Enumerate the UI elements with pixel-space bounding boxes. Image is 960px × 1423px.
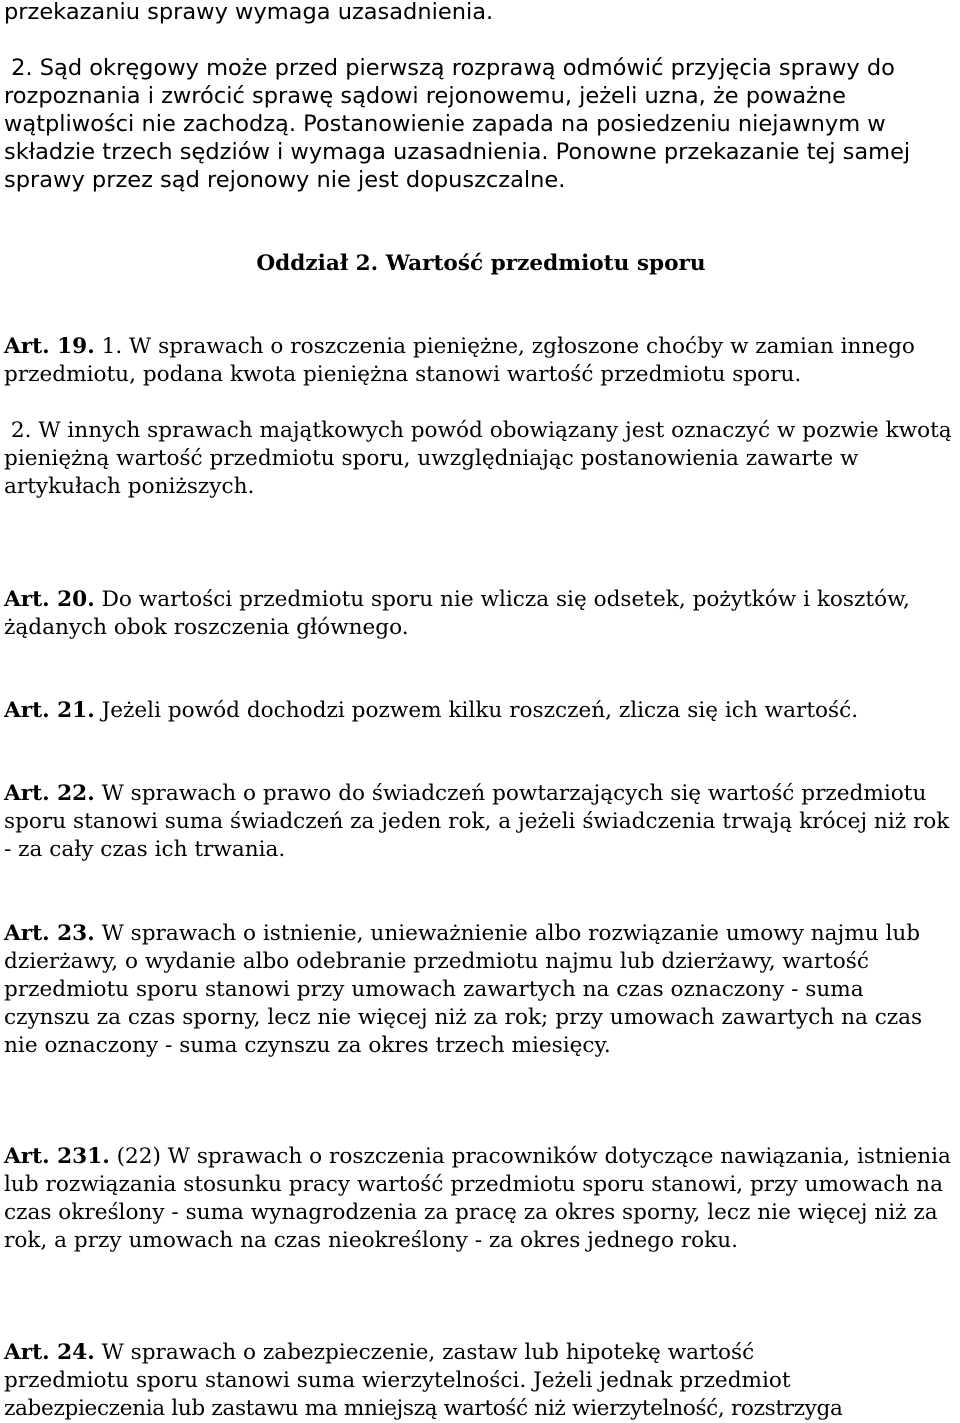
- article-20: [4, 586, 954, 642]
- article-21: [4, 697, 958, 725]
- article-21-label: Art. 21.: [4, 698, 95, 723]
- article-22-label: Art. 22.: [4, 781, 95, 806]
- section-heading: Oddział 2. Wartość przedmiotu sporu: [256, 251, 706, 276]
- article-22-paragraph: [4, 780, 957, 864]
- article-24-line-1: [4, 1339, 958, 1367]
- article-231-paragraph: [4, 1143, 958, 1255]
- article-23-label: Art. 23.: [4, 921, 95, 946]
- article-231: [4, 1143, 958, 1255]
- article-20-text: Do wartości przedmiotu sporu nie wlicza się odsetek, pożytków i kosztów, żądanych obok roszczenia głównego.: [4, 587, 917, 640]
- article-22: [4, 780, 957, 864]
- article-23-text: W sprawach o istnienie, unieważnienie albo rozwiązanie umowy najmu lub dzierżawy, o wydanie albo odebranie przedmiotu najmu lub dzierżawy, wartość przedmiotu sporu stanowi przy umowach zawartych na czas oznaczony - suma czynszu za czas sporny, lecz nie więcej niż za rok; przy umowach zawartych na czas nie oznaczony - suma czynszu za okres trzech miesięcy.: [4, 921, 930, 1058]
- article-24-text-1: W sprawach o zabezpieczenie, zastaw lub hipotekę wartość: [94, 1340, 755, 1365]
- article-23: [4, 920, 954, 1060]
- article-231-label: Art. 231.: [4, 1144, 110, 1169]
- article-24-line-2: przedmiotu sporu stanowi suma wierzytelności. Jeżeli jednak przedmiot: [4, 1368, 791, 1393]
- article-19-paragraph-1: [4, 333, 954, 389]
- article-20-paragraph: [4, 586, 954, 642]
- paragraph-top: przekazaniu sprawy wymaga uzasadnienia.: [4, 0, 494, 25]
- article-231-text: (22) W sprawach o roszczenia pracowników dotyczące nawiązania, istnienia lub rozwiązania stosunku pracy wartość przedmiotu sporu stanowi, przy umowach na czas określony - suma wynagrodzenia za pracę za okres sporny, lecz nie więcej niż za rok, a przy umowach na czas nieokreślony - za okres jednego roku.: [4, 1144, 958, 1253]
- article-19-paragraph-2: 2. W innych sprawach majątkowych powód obowiązany jest oznaczyć w pozwie kwotą pieniężną wartość przedmiotu sporu, uwzględniając postanowienia zawarte w artykułach poniższych.: [4, 418, 959, 499]
- paragraph-section-2: 2. Sąd okręgowy może przed pierwszą rozprawą odmówić przyjęcia sprawy do rozpoznania i zwrócić sprawę sądowi rejonowemu, jeżeli uzna, że poważne wątpliwości nie zachodzą. Postanowienie zapada na posiedzeniu niejawnym w składzie trzech sędziów i wymaga uzasadnienia. Ponowne przekazanie tej samej sprawy przez sąd rejonowy nie jest dopuszczalne.: [4, 55, 918, 193]
- article-24-line-3: zabezpieczenia lub zastawu ma mniejszą wartość niż wierzytelność, rozstrzyga: [4, 1396, 843, 1421]
- article-24: [4, 1339, 958, 1423]
- article-21-paragraph: [4, 697, 958, 725]
- article-22-text: W sprawach o prawo do świadczeń powtarzających się wartość przedmiotu sporu stanowi suma świadczeń za jeden rok, a jeżeli świadczenia trwają krócej niż rok - za cały czas ich trwania.: [4, 781, 957, 862]
- article-19: [4, 333, 959, 501]
- article-24-label: Art. 24.: [4, 1340, 95, 1365]
- article-21-text: Jeżeli powód dochodzi pozwem kilku roszczeń, zlicza się ich wartość.: [94, 698, 859, 723]
- article-19-text-1: 1. W sprawach o roszczenia pieniężne, zgłoszone choćby w zamian innego przedmiotu, podana kwota pieniężna stanowi wartość przedmiotu sporu.: [4, 334, 922, 387]
- article-19-label: Art. 19.: [4, 334, 95, 359]
- article-23-paragraph: [4, 920, 954, 1060]
- article-20-label: Art. 20.: [4, 587, 95, 612]
